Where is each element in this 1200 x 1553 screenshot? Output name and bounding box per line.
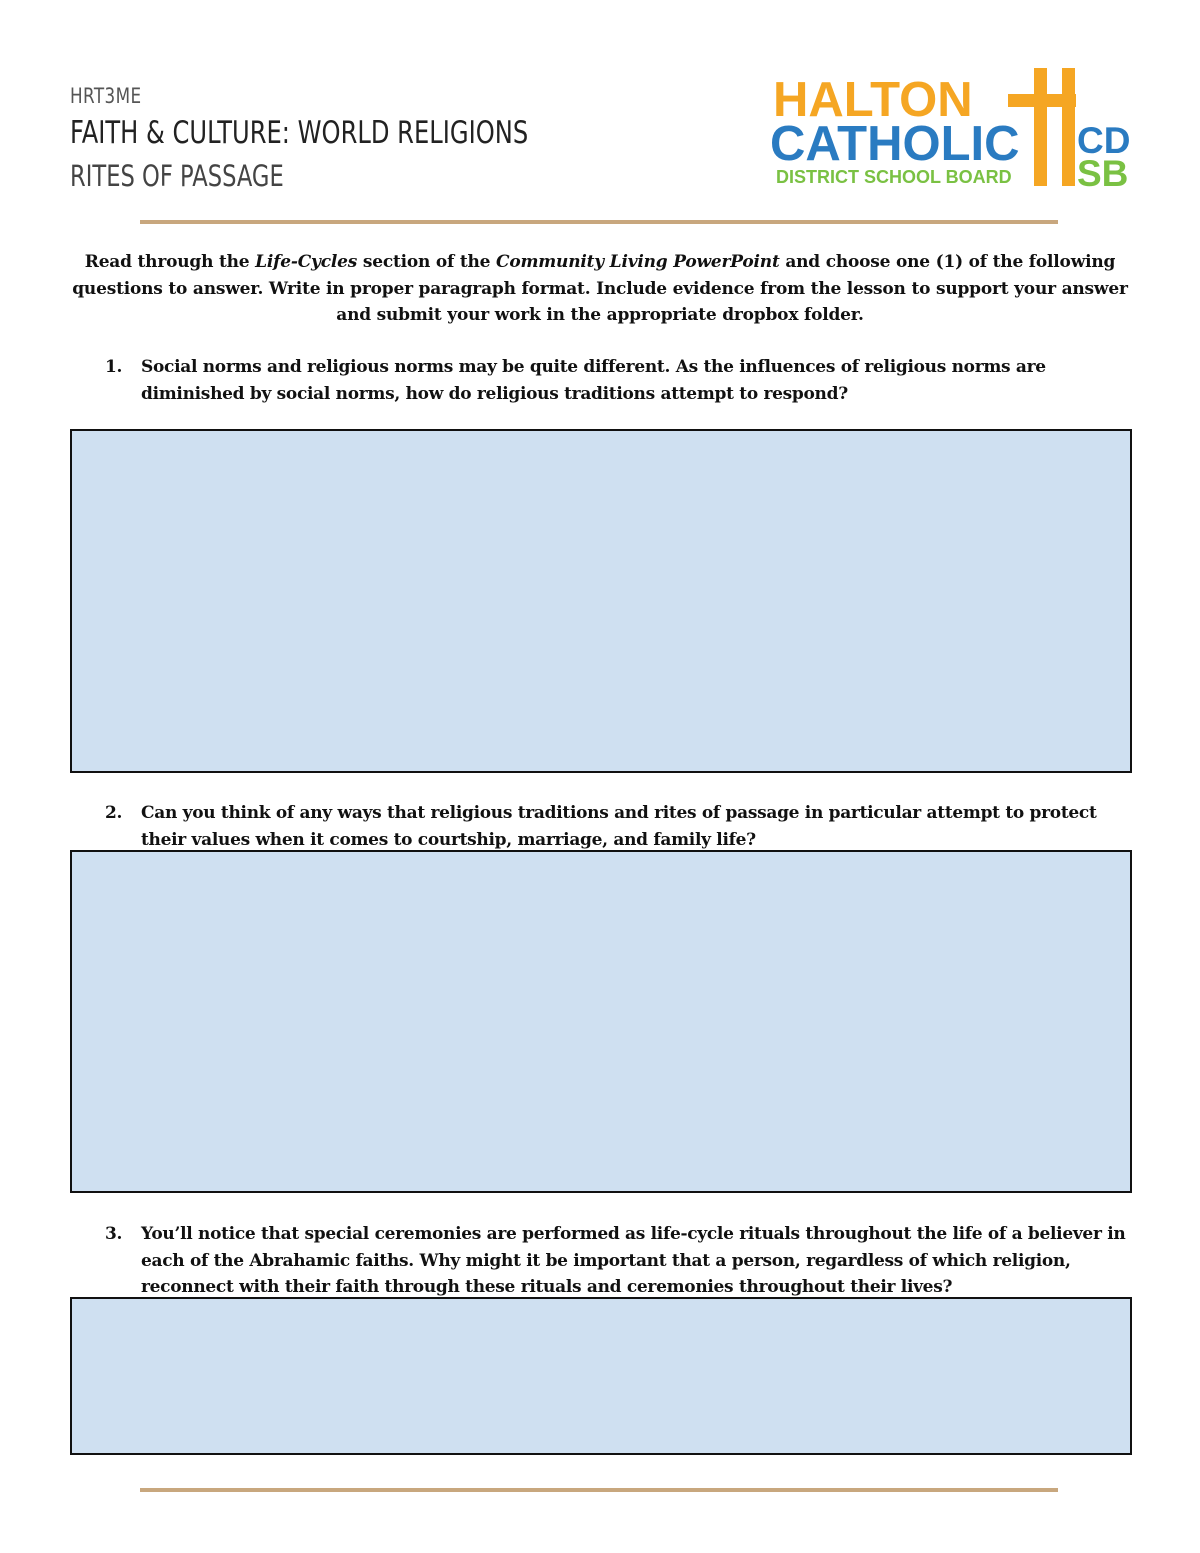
question-number: 1.: [105, 357, 123, 377]
bottom-divider: [140, 1488, 1058, 1492]
question-1: [105, 354, 1135, 407]
answer-box-1[interactable]: [70, 429, 1132, 773]
instructions-emphasis-life-cycles: Life-Cycles: [255, 252, 358, 272]
logo-text-sb: SB: [1077, 153, 1129, 194]
logo-text-catholic: CATHOLIC: [770, 117, 1020, 171]
instructions-emphasis-powerpoint: Community Living PowerPoint: [496, 252, 780, 272]
question-text: You’ll notice that special ceremonies are performed as life-cycle rituals throughout the life of a believer in each of the Abrahamic faiths. Why might it be important that a person, regardless of which religion, reconnect with their faith through these rituals and ceremonies throughout their lives?: [141, 1224, 1126, 1297]
logo-text-district-school-board: DISTRICT SCHOOL BOARD: [776, 167, 1012, 187]
question-3: [105, 1221, 1135, 1301]
logo-cross-vertical-right: [1062, 68, 1075, 186]
question-number: 2.: [105, 803, 123, 823]
instructions-text-1: Read through the: [84, 252, 256, 272]
instructions-paragraph: [70, 249, 1130, 329]
answer-box-2[interactable]: [70, 850, 1132, 1193]
instructions-text-2: section of the: [357, 252, 497, 272]
question-number: 3.: [105, 1224, 123, 1244]
question-text: Social norms and religious norms may be quite different. As the influences of religious norms are diminished by social norms, how do religious traditions attempt to respond?: [141, 357, 1046, 404]
question-2: [105, 800, 1135, 853]
course-code: HRT3ME: [70, 84, 142, 108]
logo-text-halton: HALTON: [773, 73, 973, 127]
logo-cross-horizontal: [1008, 94, 1076, 107]
page-subtitle: RITES OF PASSAGE: [70, 159, 284, 193]
page-title: FAITH & CULTURE: WORLD RELIGIONS: [70, 115, 529, 151]
school-board-logo: [770, 64, 1135, 192]
top-divider: [140, 220, 1058, 224]
logo-cross-vertical-left: [1034, 68, 1047, 186]
instructions-text-3: and choose one (1) of the following questions to answer. Write in proper paragraph format. Include evidence from the lesson to support your answer and submit your work in the appropriate dropbox folder.: [72, 252, 1128, 325]
logo-text-cd: CD: [1077, 120, 1131, 161]
answer-box-3[interactable]: [70, 1297, 1132, 1455]
question-text: Can you think of any ways that religious traditions and rites of passage in particular attempt to protect their values when it comes to courtship, marriage, and family life?: [141, 803, 1097, 850]
